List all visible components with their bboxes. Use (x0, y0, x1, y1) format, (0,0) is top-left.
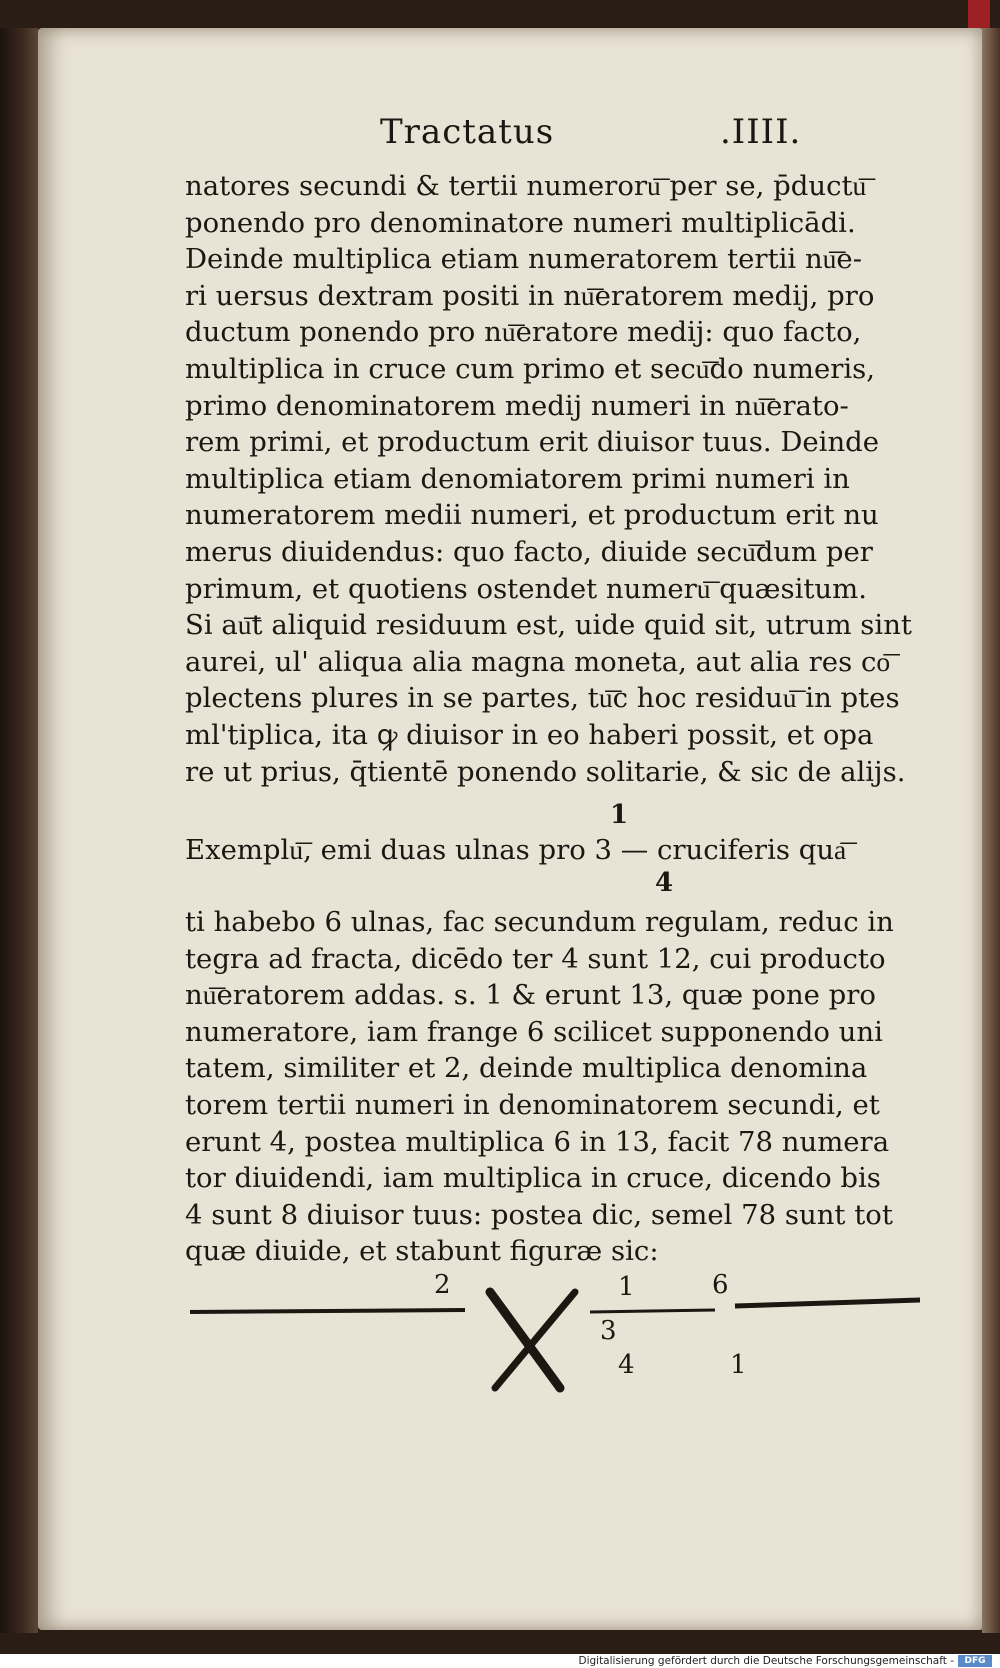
text-line: rem primi, et productum erit diuisor tuus. Deinde (185, 426, 880, 459)
cross-stroke-b (495, 1292, 575, 1388)
text-line: merus diuidendus: quo facto, diuide secu͞dum per (185, 535, 873, 568)
text-line: quæ diuide, et stabunt figuræ sic: (185, 1235, 659, 1268)
page-running-header (0, 112, 1000, 162)
text-line: 4 sunt 8 diuisor tuus: postea dic, semel 78 sunt tot (185, 1198, 893, 1231)
text-line: aurei, ul' aliqua alia magna moneta, aut alia res co͞ (185, 645, 891, 678)
text-line: torem tertii numeri in denominatorem secundi, et (185, 1088, 880, 1121)
text-line: tatem, similiter et 2, deinde multiplica denomina (185, 1052, 868, 1085)
text-line: multiplica in cruce cum primo et secu͞do numeris, (185, 352, 876, 385)
text-line: ml'tiplica, ita ꝙ diuisor in eo haberi possit, et opa (185, 718, 874, 751)
scheme-middle-numerator: 1 (618, 1272, 635, 1302)
header-title: Tractatus (380, 112, 555, 152)
cross-stroke-a (490, 1292, 560, 1388)
text-line: multiplica etiam denomiatorem primi numeri in (185, 462, 850, 495)
red-bookmark-tab (968, 0, 990, 28)
text-line: primum, et quotiens ostendet numeru͞ quæsitum. (185, 572, 867, 605)
example-paragraph (185, 904, 945, 1270)
scheme-left-numerator: 2 (434, 1270, 451, 1300)
main-paragraph (185, 168, 945, 790)
text-line: tegra ad fracta, dicēdo ter 4 sunt 12, cui producto (185, 942, 886, 975)
middle-fraction-bar (590, 1310, 715, 1312)
text-line: ri uersus dextram positi in nu͞eratorem medij, pro (185, 279, 875, 312)
text-line: re ut prius, q̄tientē ponendo solitarie, & sic de alijs. (185, 755, 906, 788)
scheme-middle-denominator-b: 4 (618, 1350, 635, 1380)
text-line: numeratorem medii numeri, et productum erit nu (185, 499, 879, 532)
scheme-right-numerator: 6 (712, 1270, 729, 1300)
example-line: Exemplu͞, emi duas ulnas pro 3 — cruciferis qua͞ (185, 834, 847, 866)
text-line: ductum ponendo pro nu͞eratore medij: quo facto, (185, 316, 862, 349)
text-line: plectens plures in se partes, tu͞c hoc residuu͞ in ptes (185, 682, 900, 715)
digitization-footer (0, 1654, 1000, 1668)
text-line: nu͞eratorem addas. s. 1 & erunt 13, quæ pone pro (185, 979, 876, 1012)
text-line: Deinde multiplica etiam numeratorem tertii nu͞e- (185, 243, 862, 276)
text-line: ponendo pro denominatore numeri multiplicādi. (185, 206, 856, 239)
text-line: numeratore, iam frange 6 scilicet supponendo uni (185, 1015, 883, 1048)
text-line: ti habebo 6 ulnas, fac secundum regulam, reduc in (185, 906, 894, 938)
fraction-denominator: 4 (655, 868, 674, 898)
scheme-lines (190, 1270, 930, 1410)
header-chapter-number: .IIII. (720, 112, 802, 152)
text-line: primo denominatorem medij numeri in nu͞erato- (185, 389, 849, 422)
text-line: Si au͞t aliquid residuum est, uide quid sit, utrum sint (185, 609, 912, 642)
book-gutter-left (0, 28, 38, 1633)
left-fraction-bar (190, 1310, 465, 1312)
fraction-numerator: 1 (610, 800, 629, 830)
scheme-middle-denominator-a: 3 (600, 1316, 617, 1346)
text-line: erunt 4, postea multiplica 6 in 13, facit 78 numera (185, 1125, 890, 1158)
cross-multiplication-scheme (190, 1270, 930, 1410)
example-heading-line (185, 832, 945, 869)
text-line: natores secundi & tertii numeroru͞ per se, p̄ductu͞ (185, 170, 867, 202)
text-line: tor diuidendi, iam multiplica in cruce, dicendo bis (185, 1162, 881, 1195)
book-edge-right (982, 28, 1000, 1633)
right-fraction-bar (735, 1300, 920, 1306)
footer-credit: Digitalisierung gefördert durch die Deutsche Forschungsgemeinschaft - (578, 1655, 954, 1667)
scheme-right-denominator: 1 (730, 1350, 747, 1380)
dfg-logo-icon: DFG (958, 1655, 992, 1667)
